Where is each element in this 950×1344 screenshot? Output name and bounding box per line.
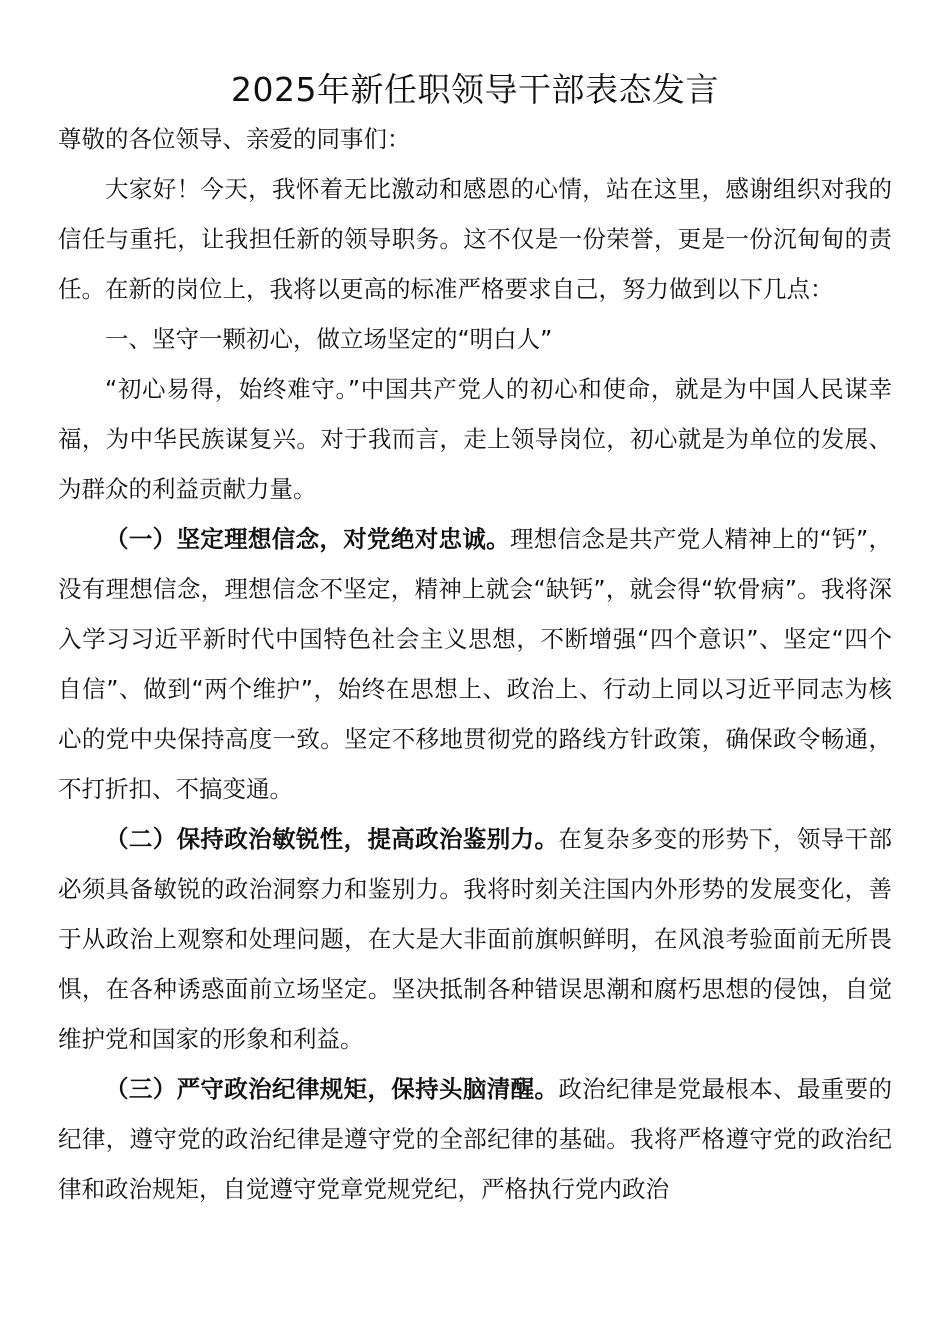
item-3-text: 政治纪律是党最根本、最重要的纪律，遵守党的政治纪律是遵守党的全部纪律的基础。我将严格遵守党的政治纪律和政治规矩，自觉遵守党章党规党纪，严格执行党内政治 — [58, 1075, 892, 1203]
section-1-body: “初心易得，始终难守。”中国共产党人的初心和使命，就是为中国人民谋幸福，为中华民族谋复兴。对于我而言，走上领导岗位，初心就是为单位的发展、为群众的利益贡献力量。 — [58, 375, 892, 503]
item-1-text: 理想信念是共产党人精神上的“钙”，没有理想信念，理想信念不坚定，精神上就会“缺钙”，就会得“软骨病”。我将深入学习习近平新时代中国特色社会主义思想，不断增强“四个意识”、坚定“四个自信”、做到“两个维护”，始终在思想上、政治上、行动上同以习近平同志为核心的党中央保持高度一致。坚定不移地贯彻党的路线方针政策，确保政令畅通，不打折扣、不搞变通。 — [58, 525, 892, 803]
item-1-lead: （一）坚定理想信念，对党绝对忠诚。 — [105, 525, 510, 553]
item-3-paragraph — [58, 1064, 892, 1214]
item-2-text: 在复杂多变的形势下，领导干部必须具备敏锐的政治洞察力和鉴别力。我将时刻关注国内外形势的发展变化，善于从政治上观察和处理问题，在大是大非面前旗帜鲜明，在风浪考验面前无所畏惧，在各种诱惑面前立场坚定。坚决抵制各种错误思潮和腐朽思想的侵蚀，自觉维护党和国家的形象和利益。 — [58, 825, 892, 1053]
item-2-lead: （二）保持政治敏锐性，提高政治鉴别力。 — [105, 825, 559, 853]
item-2-paragraph — [58, 814, 892, 1064]
document-page — [58, 66, 892, 1214]
item-1-paragraph — [58, 514, 892, 814]
document-title: 2025年新任职领导干部表态发言 — [231, 70, 719, 109]
section-1-heading: 一、坚守一颗初心，做立场坚定的“明白人” — [105, 325, 553, 353]
salutation: 尊敬的各位领导、亲爱的同事们： — [58, 125, 411, 153]
item-3-lead: （三）严守政治纪律规矩，保持头脑清醒。 — [105, 1075, 559, 1103]
intro-paragraph: 大家好！今天，我怀着无比激动和感恩的心情，站在这里，感谢组织对我的信任与重托，让我担任新的领导职务。这不仅是一份荣誉，更是一份沉甸甸的责任。在新的岗位上，我将以更高的标准严格要求自己，努力做到以下几点： — [58, 175, 892, 303]
